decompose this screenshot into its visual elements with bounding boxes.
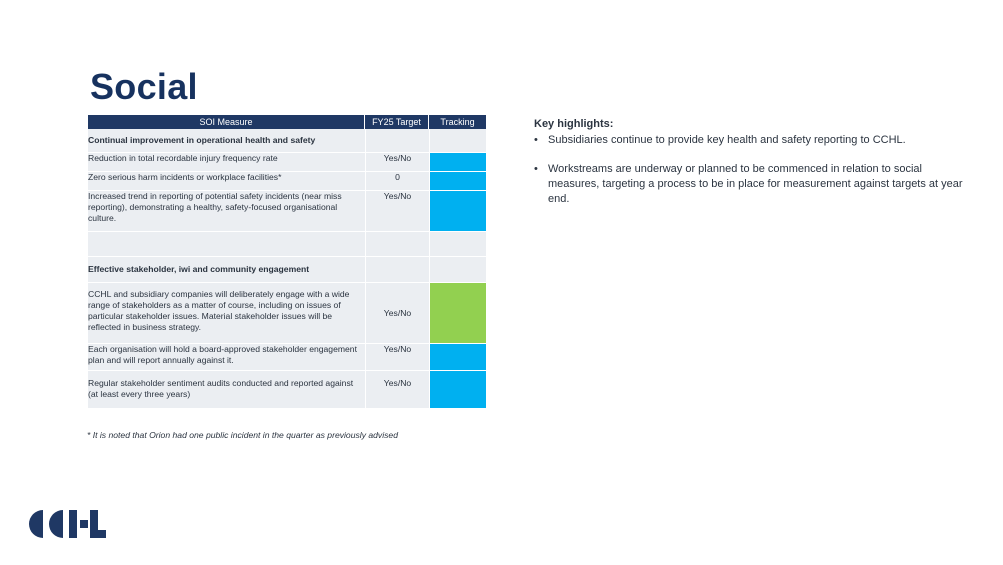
tracking-status <box>429 191 486 232</box>
cchl-logo <box>28 508 108 540</box>
table-row <box>88 344 486 371</box>
measure-cell <box>88 232 365 257</box>
highlight-item: • Subsidiaries continue to provide key health and safety reporting to CCHL. <box>534 133 964 148</box>
target-cell: Yes/No <box>365 344 429 371</box>
footnote: * It is noted that Orion had one public incident in the quarter as previously advised <box>87 430 398 440</box>
target-cell <box>365 129 429 153</box>
measure-cell: CCHL and subsidiary companies will deliberately engage with a wide range of stakeholders as a matter of course, including on issues of particular stakeholder issues. Material stakeholder issues will be reflected in business strategy. <box>88 283 365 344</box>
table-row <box>88 191 486 232</box>
tracking-status <box>429 344 486 371</box>
page-title: Social <box>90 66 198 107</box>
target-cell <box>365 232 429 257</box>
column-header-target: FY25 Target <box>365 115 429 129</box>
soi-table <box>88 115 486 409</box>
column-header-tracking: Tracking <box>429 115 486 129</box>
tracking-status <box>429 129 486 153</box>
measure-cell: Each organisation will hold a board-approved stakeholder engagement plan and will report annually against it. <box>88 344 365 371</box>
tracking-status <box>429 371 486 409</box>
measure-cell: Increased trend in reporting of potential safety incidents (near miss reporting), demonstrating a healthy, safety-focused organisational culture. <box>88 191 365 232</box>
table-row <box>88 232 486 257</box>
measure-cell: Reduction in total recordable injury frequency rate <box>88 153 365 172</box>
tracking-status <box>429 257 486 283</box>
table-row <box>88 283 486 344</box>
target-cell: 0 <box>365 172 429 191</box>
target-cell: Yes/No <box>365 283 429 344</box>
tracking-status <box>429 153 486 172</box>
column-header-measure: SOI Measure <box>88 115 365 129</box>
tracking-status <box>429 232 486 257</box>
highlight-item: • Workstreams are underway or planned to be commenced in relation to social measures, targeting a process to be in place for measurement against targets at year end. <box>534 162 964 207</box>
table-row <box>88 153 486 172</box>
target-cell: Yes/No <box>365 153 429 172</box>
target-cell: Yes/No <box>365 371 429 409</box>
target-cell: Yes/No <box>365 191 429 232</box>
key-highlights <box>534 117 964 221</box>
table-row <box>88 129 486 153</box>
table-row <box>88 257 486 283</box>
section-heading: Effective stakeholder, iwi and community engagement <box>88 257 365 283</box>
table-row <box>88 371 486 409</box>
measure-cell: Regular stakeholder sentiment audits conducted and reported against (at least every three years) <box>88 371 365 409</box>
tracking-status <box>429 172 486 191</box>
highlights-title: Key highlights: <box>534 118 614 130</box>
highlights-list <box>534 133 964 207</box>
section-heading: Continual improvement in operational health and safety <box>88 129 365 153</box>
table-row <box>88 172 486 191</box>
measure-cell: Zero serious harm incidents or workplace facilities* <box>88 172 365 191</box>
target-cell <box>365 257 429 283</box>
tracking-status <box>429 283 486 344</box>
